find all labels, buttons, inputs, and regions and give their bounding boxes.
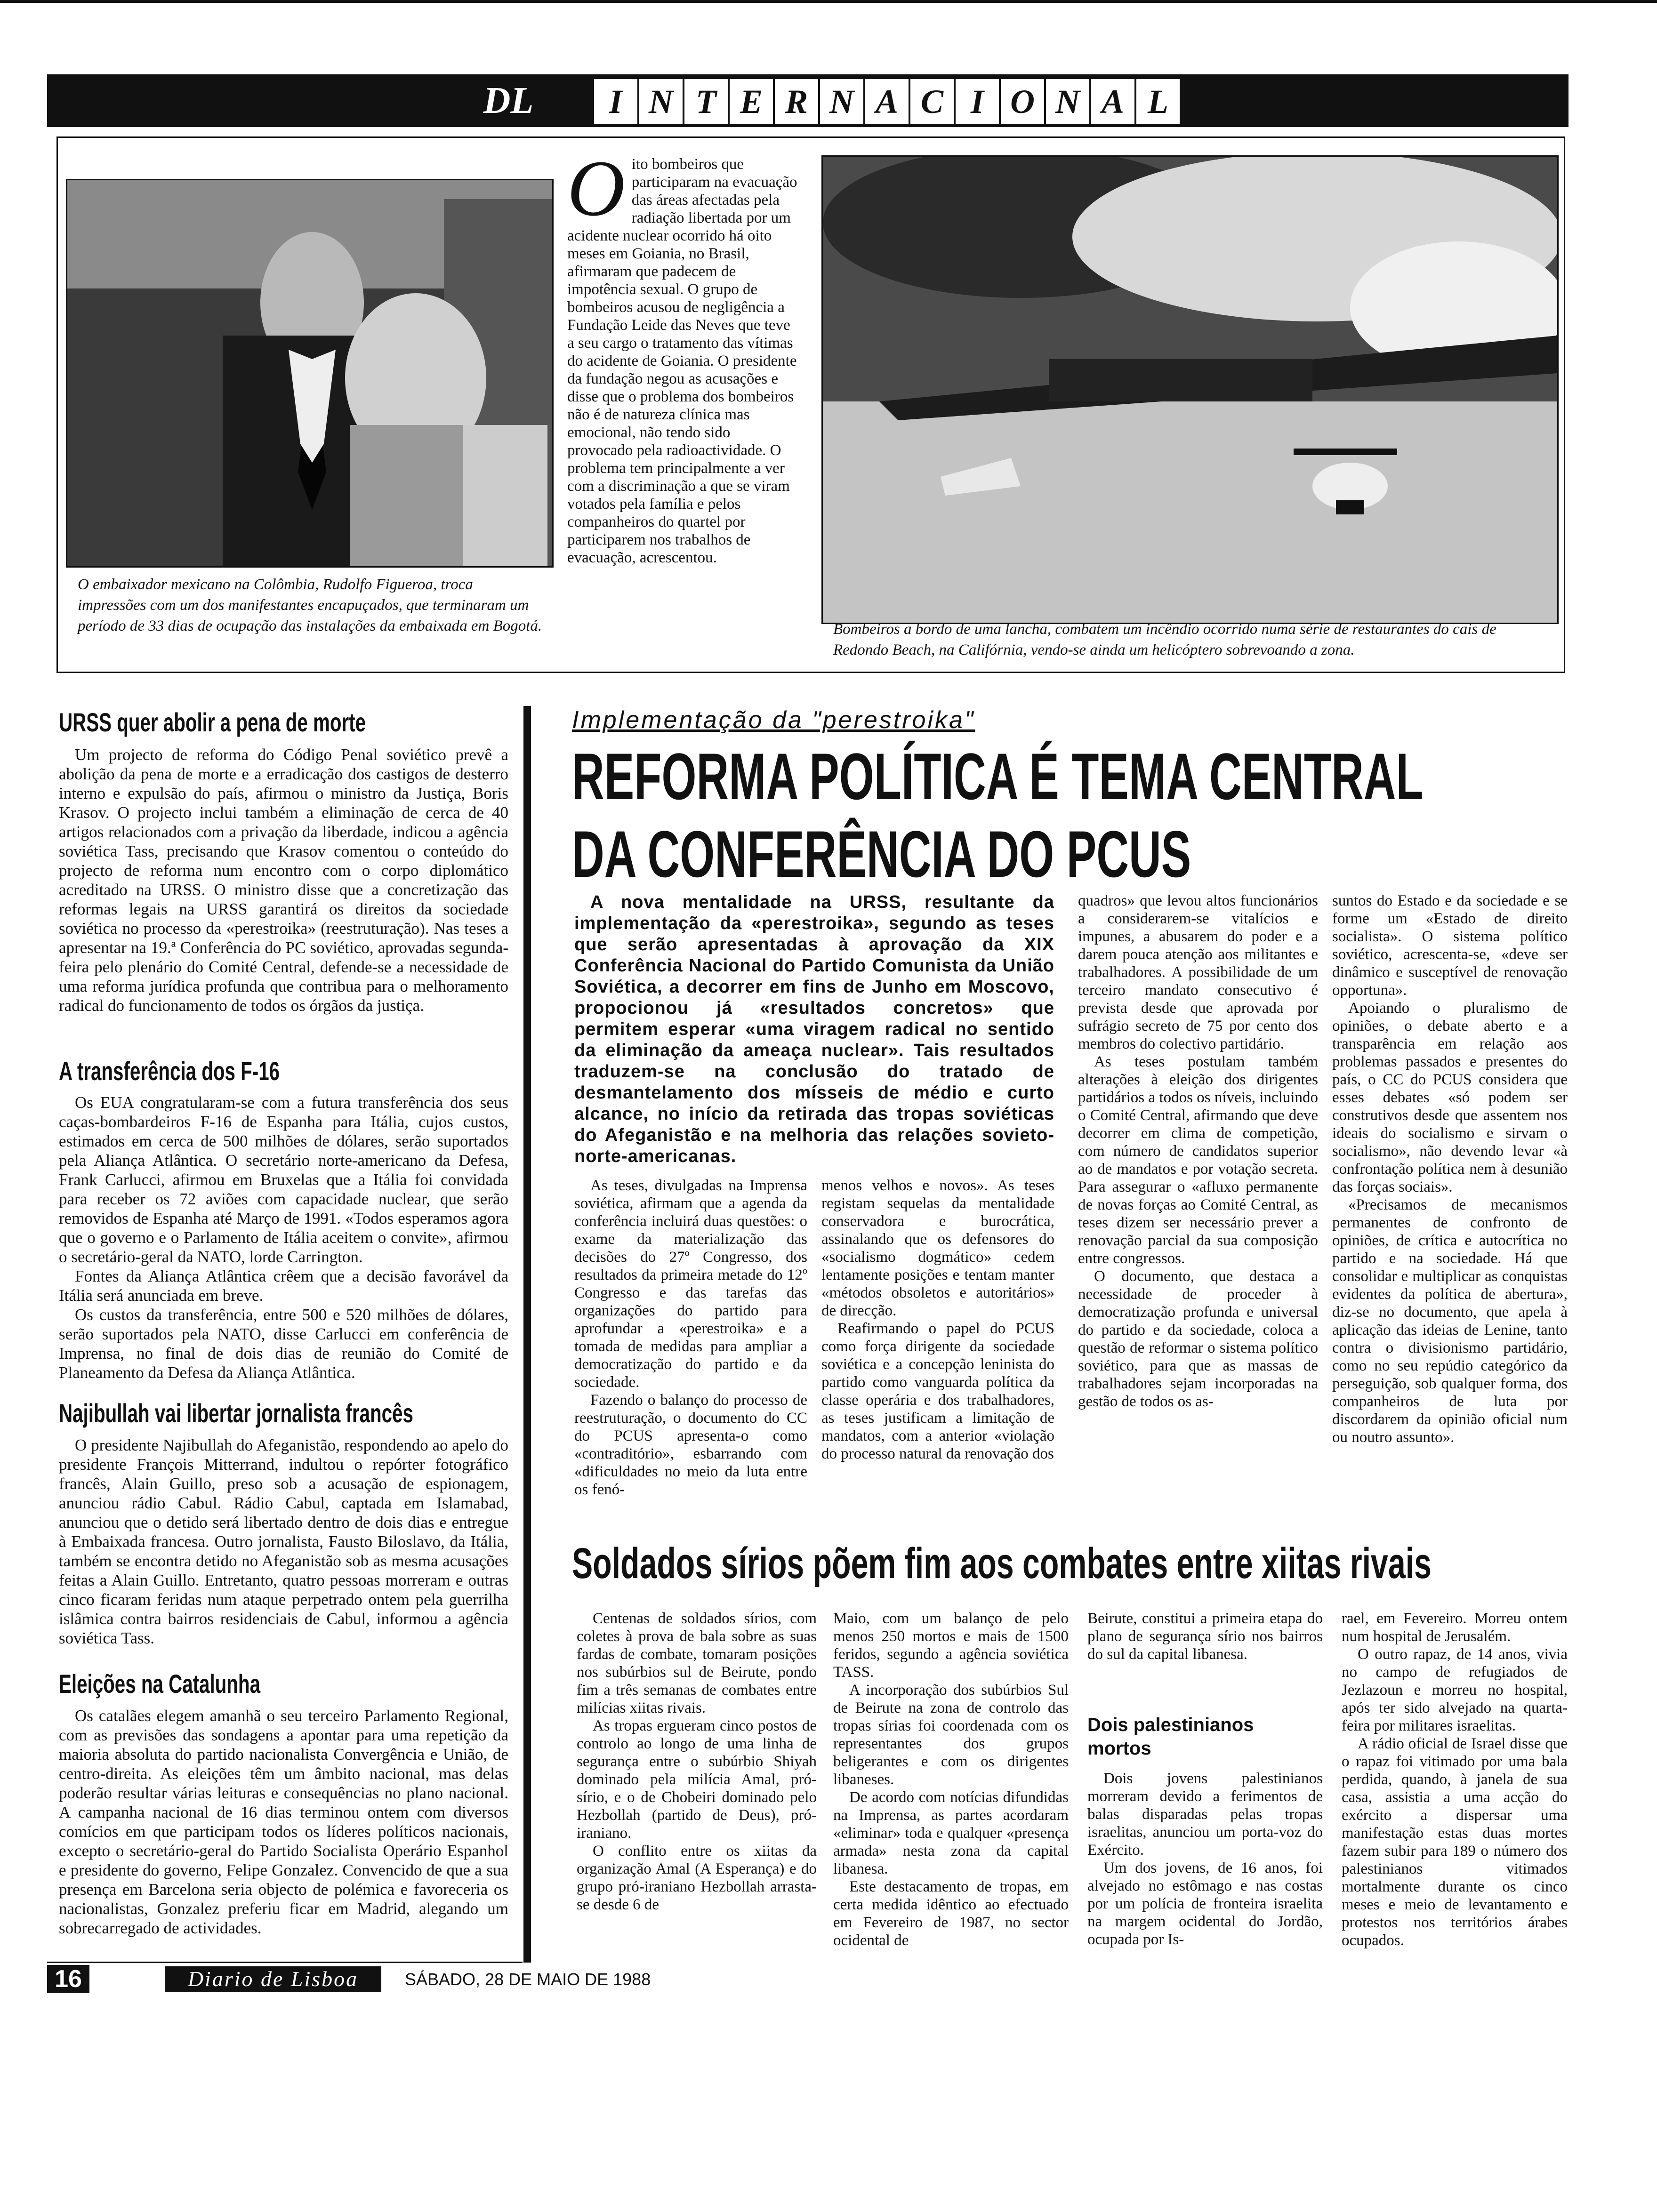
second-story-paragraph: Dois jovens palestinianos morreram devido a ferimentos de balas disparadas pelas tropas israelitas, anunciou um porta-voz do Exército. <box>1087 1770 1323 1859</box>
section-title <box>592 77 1183 126</box>
second-story-subhead: Dois palestinianos mortos <box>1087 1715 1254 1759</box>
article-urss-paragraph: Um projecto de reforma do Código Penal soviético prevê a abolição da pena de morte e a erradicação dos castigos de desterro interno e expulsão do país, afirmou o ministro da Justiça, Boris Krasov. O projecto inclui também a eliminação de cerca de 40 artigos relacionados com a privação da liberdade, indicou a agência soviética Tass, precisando que Krasov comentou o conteúdo do projecto de reforma num encontro com o corpo diplomático acreditado na URSS. O ministro disse que a concretização das reformas legais na URSS garantirá os direitos da sociedade soviética no processo da «perestroika» (reestruturação). Nas teses a apresentar na 19.ª Conferência do PC soviético, aprovadas segunda-feira pelo plenário do Comité Central, defende-se a necessidade de uma reforma jurídica profunda que contribua para o melhoramento radical do funcionamento de todos os órgãos da justiça. <box>59 745 508 1015</box>
second-story-paragraph: A rádio oficial de Israel disse que o rapaz foi vitimado por uma bala perdida, quando, à janela de sua casa, assistia a uma acção do exército a dispersar uma manifestação estas duas mortes fazem subir para 189 o número dos palestinianos vitimados mortalmente durante os cinco meses e meio de levantamento e protestos nos territórios árabes ocupados. <box>1342 1735 1568 1949</box>
article-najibullah-headline: Najibullah vai libertar jornalista francês <box>59 1398 413 1428</box>
top-rule <box>0 0 1657 3</box>
main-story-kicker: Implementação da "perestroika" <box>572 706 975 734</box>
section-letter: C <box>910 79 956 124</box>
section-logo: DL <box>471 79 546 122</box>
section-letter: I <box>594 79 639 124</box>
main-story-col1 <box>574 1177 807 1499</box>
section-letter: N <box>639 79 684 124</box>
column-divider <box>523 706 531 1963</box>
newspaper-masthead: Diario de Lisboa <box>165 1966 381 1992</box>
second-story-paragraph: Beirute, constitui a primeira etapa do plano de segurança sírio nos bairros do sul da capital libanesa. <box>1087 1610 1323 1663</box>
main-story-col2 <box>821 1177 1054 1463</box>
second-story-paragraph: As tropas ergueram cinco postos de controlo ao longo de uma linha de segurança entre o subúrbio Shiyah dominado pela milícia Amal, pró-sírio, e o de Chobeiri dominado pelo Hezbollah (partido de Deus), pró-iraniano. <box>577 1717 817 1842</box>
article-f16-body <box>59 1093 508 1382</box>
page-number: 16 <box>47 1965 89 1993</box>
photo-ambassador <box>66 179 554 568</box>
main-story-paragraph: suntos do Estado e da sociedade e se forme um «Estado de direito socialista». O sistema político soviético, acrescenta-se, «deve ser dinâmico e susceptível de renovação opportuna». <box>1332 892 1568 999</box>
second-story-col4 <box>1342 1610 1568 1949</box>
article-urss-body <box>59 745 508 1015</box>
section-letter: O <box>1001 79 1046 124</box>
second-story-headline: Soldados sírios põem fim aos combates entre xiitas rivais <box>572 1539 1432 1587</box>
main-story-paragraph: As teses, divulgadas na Imprensa soviética, afirmam que a agenda da conferência incluirá duas questões: o exame da materialização das decisões do 27º Congresso, dos resultados da primeira metade do 12º Congresso e das tarefas das organizações do partido para aprofundar a «perestroika» e a tomada de medidas para ampliar a democratização do partido e da sociedade. <box>574 1177 807 1391</box>
section-letter: A <box>865 79 910 124</box>
second-story-col3-body <box>1087 1770 1323 1948</box>
main-story-paragraph: menos velhos e novos». As teses registam sequelas da mentalidade conservadora e burocrática, assinalando que os defensores do «socialismo dogmático» cedem lentamente posições e tentam manter «métodos obsoletos e autoritários» de direcção. <box>821 1177 1054 1319</box>
photo-ambassador-image <box>67 180 552 566</box>
section-letter: T <box>684 79 730 124</box>
photo-fire-redondo-beach <box>821 155 1559 624</box>
article-catalunha-body <box>59 1706 508 1938</box>
section-letter: E <box>730 79 775 124</box>
dropcap: O <box>567 144 625 232</box>
main-story-paragraph: Apoiando o pluralismo de opiniões, o debate aberto e a transparência em relação aos problemas passados e presentes do país, o CC do PCUS considera que esses debates «só podem ser construtivos desde que assentem nos ideais do socialismo e sirvam o socialismo», não devendo levar «à confrontação política nem à desunião das forças sociais». <box>1332 1000 1568 1195</box>
photo-fire-caption: Bombeiros a bordo de uma lancha, combatem um incêndio ocorrido numa série de restaurantes do cais de Redondo Beach, na Califórnia, vendo-se ainda um helicóptero sobrevoando a zona. <box>833 621 1496 658</box>
main-story-paragraph: Fazendo o balanço do processo de reestruturação, o documento do CC do PCUS apresenta-o como «contraditório», esbarrando com «dificuldades no meio da luta entre os fenó- <box>574 1392 807 1498</box>
main-story-paragraph: quadros» que levou altos funcionários a considerarem-se vitalícios e impunes, a abusarem do poder e a darem pouca atenção aos militantes e trabalhadores. A possibilidade de um terceiro mandato consecutivo é prevista desde que aprovada por sufrágio secreto de 75 por cento dos membros do colectivo partidário. <box>1078 892 1318 1052</box>
footer-rule <box>47 1962 523 1963</box>
article-catalunha-paragraph: Os catalães elegem amanhã o seu terceiro Parlamento Regional, com as previsões das sondagens a apontar para uma repetição da maioria absoluta do partido nacionalista Convergência e União, de centro-direita. As eleições têm um âmbito nacional, mas delas poderão resultar várias leituras e consequências no plano nacional. A campanha nacional de 16 dias terminou ontem com diversos comícios em que participam todos os líderes políticos nacionais, excepto o secretário-geral do Partido Socialista Operário Espanhol e presidente do governo, Felipe Gonzalez. Convencido de que a sua presença em Barcelona seria objecto de polémica e favoreceria os nacionalistas, Gonzalez preferiu ficar em Madrid, alegando um sobrecarregado de actividades. <box>59 1707 508 1937</box>
main-story-headline-line2: DA CONFERÊNCIA DO PCUS <box>572 817 1191 891</box>
second-story-paragraph: Este destacamento de tropas, em certa medida idêntico ao efectuado em Fevereiro de 1987, no sector ocidental de <box>833 1878 1069 1949</box>
article-f16-paragraph: Fontes da Aliança Atlântica crêem que a decisão favorável da Itália será anunciada em breve. <box>59 1267 508 1305</box>
main-story-lead-text: A nova mentalidade na URSS, resultante da implementação da «perestroika», segundo as teses que serão apresentadas à aprovação da XIX Conferência Nacional do Partido Comunista da União Soviética, a decorrer em fins de Junho em Moscovo, propocionou já «resultados concretos» que permitem esperar «uma viragem radical no sentido da eliminação da ameaça nuclear». Tais resultados traduzem-se na conclusão do tratado de desmantelamento dos mísseis de médio e curto alcance, no início da retirada das tropas soviéticas do Afeganistão e na melhoria das relações sovieto-norte-americanas. <box>574 892 1054 1166</box>
main-story-paragraph: O documento, que destaca a necessidade de proceder à democratização profunda e universal do partido e da sociedade, coloca a questão de reformar o sistema político soviético, para que as massas de trabalhadores sejam incorporadas na gestão de todos os as- <box>1078 1268 1318 1410</box>
main-story-paragraph: As teses postulam também alterações à eleição dos dirigentes partidários a todos os níveis, incluindo o Comité Central, afirmando que deve decorrer em clima de competição, com número de candidatos superior ao de mandatos e por votação secreta. Para assegurar o «afluxo permanente de novas forças ao Comité Central, as teses dizem ser necessário prever a renovação parcial da sua composição entre congressos. <box>1078 1053 1318 1267</box>
section-letter: R <box>775 79 820 124</box>
second-story-paragraph: O outro rapaz, de 14 anos, vivia no campo de refugiados de Jezlazoun e morreu no hospital, após ter sido alvejado na quarta-feira por militares israelitas. <box>1342 1646 1568 1734</box>
second-story-col3 <box>1087 1610 1323 1663</box>
second-story-col1 <box>577 1610 817 1914</box>
article-f16-paragraph: Os EUA congratularam-se com a futura transferência dos seus caças-bombardeiros F-16 de Espanha para Itália, cujos custos, estimados em cerca de 500 milhões de dólares, serão suportados pela Aliança Atlântica. O secretário norte-americano da Defesa, Frank Carlucci, afirmou em Bruxelas que a Itália foi convidada para receber os 72 aviões com capacidade nuclear, que serão removidos de Espanha até Março de 1991. «Todos esperamos agora que o governo e o Parlamento de Itália aceitem o convite», afirmou o secretário-geral da NATO, lorde Carrington. <box>59 1093 508 1266</box>
photo-ambassador-caption: O embaixador mexicano na Colômbia, Rudolfo Figueroa, troca impressões com um dos manifestantes encapuçados, que terminaram um período de 33 dias de ocupação das instalações da embaixada em Bogotá. <box>78 576 542 634</box>
radiation-firefighters-article <box>567 144 798 567</box>
second-story-paragraph: De acordo com notícias difundidas na Imprensa, as partes acordaram «eliminar» toda e qualquer «presença armada» nesta zona da capital libanesa. <box>833 1789 1069 1877</box>
main-story-col4 <box>1332 892 1568 1446</box>
article-najibullah-paragraph: O presidente Najibullah do Afeganistão, respondendo ao apelo do presidente François Mitterrand, indultou o repórter fotográfico francês, Alain Guillo, preso sob a acusação de espionagem, anunciou rádio Cabul. Rádio Cabul, captada em Islamabad, anunciou que o detido será libertado dentro de dois dias e entregue à Embaixada francesa. Outro jornalista, Fausto Biloslavo, da Itália, também se encontra detido no Afeganistão sob as mesma acusações feitas a Alain Guillo. Entretanto, quatro pessoas morreram e outras cinco ficaram feridas num ataque perpetrado ontem pela guerrilha islâmica contra bairros residenciais de Cabul, informou a agência soviética Tass. <box>59 1436 508 1647</box>
second-story-paragraph: O conflito entre os xiitas da organização Amal (A Esperança) e do grupo pró-iraniano Hezbollah arrasta-se desde 6 de <box>577 1843 817 1913</box>
article-f16-paragraph: Os custos da transferência, entre 500 e 520 milhões de dólares, serão suportados pela NATO, disse Carlucci em conferência de Imprensa, no final de dois dias de reunião do Comité de Planeamento da Defesa da Aliança Atlântica. <box>59 1306 508 1382</box>
second-story-paragraph: Um dos jovens, de 16 anos, foi alvejado no estômago e nas costas por um polícia de fronteira israelita na margem ocidental do Jordão, ocupada por Is- <box>1087 1859 1323 1948</box>
second-story-paragraph: Maio, com um balanço de pelo menos 250 mortos e mais de 1500 feridos, segundo a agência soviética TASS. <box>833 1610 1069 1681</box>
section-letter: I <box>956 79 1001 124</box>
main-story-lead <box>574 892 1054 1167</box>
issue-date: SÁBADO, 28 DE MAIO DE 1988 <box>405 1970 651 1989</box>
section-letter: N <box>820 79 865 124</box>
section-letter: N <box>1046 79 1091 124</box>
second-story-paragraph: rael, em Fevereiro. Morreu ontem num hospital de Jerusalém. <box>1342 1610 1568 1645</box>
section-letter: A <box>1091 79 1136 124</box>
main-story-paragraph: Reafirmando o papel do PCUS como força dirigente da sociedade soviética e a concepção leninista do partido como vanguarda política da classe operária e dos trabalhadores, as teses justificam a limitação de mandatos, com a anterior «violação do processo natural da renovação dos <box>821 1320 1054 1462</box>
section-letter: L <box>1136 79 1182 124</box>
article-catalunha-headline: Eleições na Catalunha <box>59 1669 260 1699</box>
main-story-paragraph: «Precisamos de mecanismos permanentes de confronto de opiniões, de crítica e autocrítica no partido e na sociedade. Há que consolidar e multiplicar as conquistas evidentes da política de abertura», diz-se no documento, que apela à aplicação das ideias de Lenine, tanto contra o divisionismo partidário, como no seu repúdio categórico da perseguição, sob qualquer forma, dos companheiros de luta por discordarem da opinião oficial num ou noutro assunto». <box>1332 1196 1568 1446</box>
article-urss-headline: URSS quer abolir a pena de morte <box>59 707 366 737</box>
photo-fire-image <box>823 157 1557 623</box>
main-story-col3 <box>1078 892 1318 1411</box>
second-story-paragraph: Centenas de soldados sírios, com coletes à prova de bala sobre as suas fardas de combate, tomaram posições nos subúrbios sul de Beirute, pondo fim a três semanas de combates entre milícias xiitas rivais. <box>577 1610 817 1716</box>
second-story-paragraph: A incorporação dos subúrbios Sul de Beirute na zona de controlo das tropas sírias foi coordenada com os representantes dos grupos beligerantes e com os dirigentes libaneses. <box>833 1682 1069 1788</box>
radiation-firefighters-text: ito bombeiros que participaram na evacuação das áreas afectadas pela radiação libertada por um acidente nuclear ocorrido há oito meses em Goiania, no Brasil, afirmaram que padecem de impotência sexual. O grupo de bombeiros acusou de negligência a Fundação Leide das Neves que teve a seu cargo o tratamento das vítimas do acidente de Goiania. O presidente da fundação negou as acusações e disse que o problema dos bombeiros não é de natureza clínica mas emocional, não tendo sido provocado pela radioactividade. O problema tem principalmente a ver com a discriminação a que se viram votados pela família e pelos companheiros do quartel por participarem nos trabalhos de evacuação, acrescentou. <box>567 156 797 566</box>
main-story-headline-line1: REFORMA POLÍTICA É TEMA CENTRAL <box>572 739 1424 813</box>
article-najibullah-body <box>59 1435 508 1648</box>
article-f16-headline: A transferência dos F-16 <box>59 1056 280 1086</box>
second-story-col2 <box>833 1610 1069 1949</box>
